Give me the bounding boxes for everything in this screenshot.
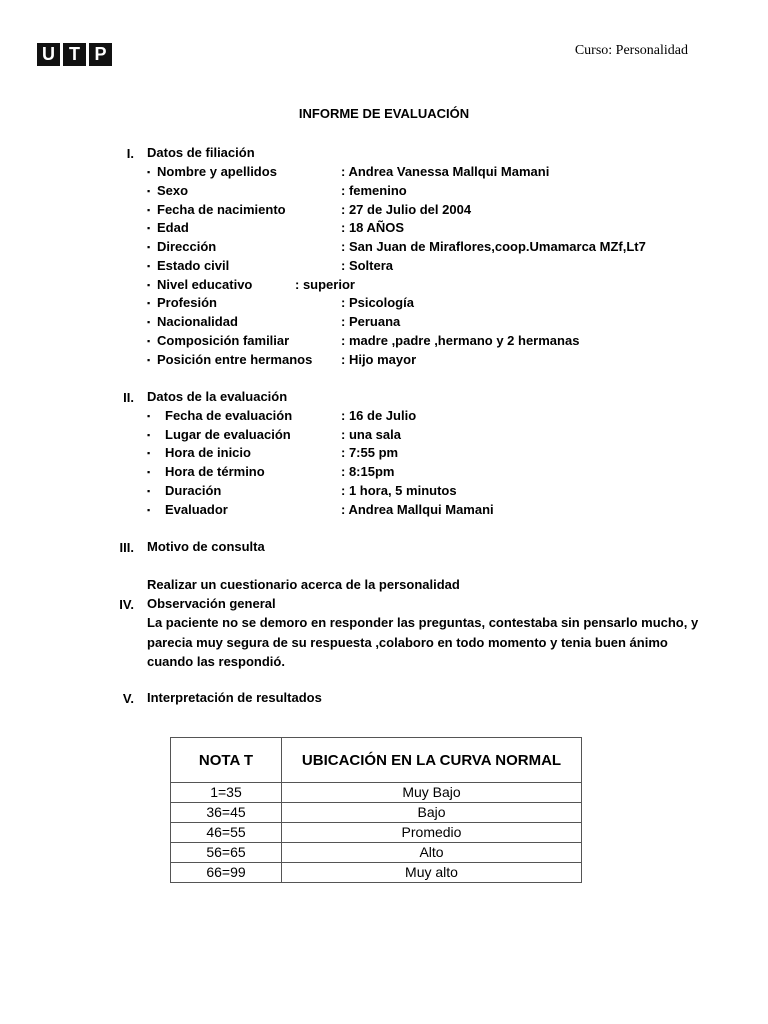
- item-label: Fecha de nacimiento: [157, 202, 286, 217]
- item-value: : Andrea Mallqui Mamani: [341, 502, 494, 517]
- item-value: : una sala: [341, 427, 401, 442]
- item-label: Sexo: [157, 183, 189, 198]
- section5-heading: Interpretación de resultados: [147, 690, 322, 705]
- section1-numeral: I.: [126, 146, 134, 161]
- item-label: Edad: [157, 220, 189, 235]
- section3-text: Realizar un cuestionario acerca de la personalidad: [147, 577, 460, 592]
- item-value: : 1 hora, 5 minutos: [341, 483, 457, 498]
- section3-heading: Motivo de consulta: [147, 539, 265, 554]
- bullet-icon: ▪: [147, 167, 151, 177]
- table-row: [171, 823, 582, 843]
- section4-numeral: IV.: [119, 597, 134, 612]
- item-value: : Soltera: [341, 258, 394, 273]
- bullet-icon: ▪: [147, 430, 151, 440]
- item-label: Nombre y apellidos: [157, 164, 277, 179]
- item-value: : Andrea Vanessa Mallqui Mamani: [341, 164, 550, 179]
- table-cell: Promedio: [282, 823, 582, 843]
- course-label: Curso: Personalidad: [574, 43, 688, 58]
- bullet-icon: ▪: [147, 448, 151, 458]
- table-header-row: [171, 738, 582, 783]
- item-label: Nacionalidad: [157, 314, 238, 329]
- item-label: Nivel educativo: [157, 277, 253, 292]
- item-value: : Peruana: [341, 314, 401, 329]
- item-value: : 7:55 pm: [341, 445, 399, 460]
- item-label: Duración: [165, 483, 222, 498]
- bullet-icon: ▪: [147, 223, 151, 233]
- bullet-icon: ▪: [147, 411, 151, 421]
- logo-letter-t: T: [63, 43, 86, 66]
- table-row: [171, 783, 582, 803]
- item-value: : Hijo mayor: [341, 352, 417, 367]
- item-value: : Psicología: [341, 295, 414, 310]
- item-label: Lugar de evaluación: [165, 427, 291, 442]
- item-value: : 8:15pm: [341, 464, 395, 479]
- bullet-icon: ▪: [147, 280, 151, 290]
- item-value: : 27 de Julio del 2004: [341, 202, 472, 217]
- observation-line: parecia muy segura de su respuesta ,colaboro en todo momento y tenia buen ánimo: [147, 634, 668, 650]
- observation-line: La paciente no se demoro en responder las preguntas, contestaba sin pensarlo mucho, y: [147, 615, 699, 630]
- logo-letter-p: P: [89, 43, 112, 66]
- item-label: Posición entre hermanos: [157, 352, 313, 367]
- bullet-icon: ▪: [147, 205, 151, 215]
- table-cell: 46=55: [171, 823, 282, 843]
- section5-numeral: V.: [122, 691, 134, 706]
- bullet-icon: ▪: [147, 355, 151, 365]
- item-label: Evaluador: [165, 502, 228, 517]
- bullet-icon: ▪: [147, 242, 151, 252]
- bullet-icon: ▪: [147, 486, 151, 496]
- table-row: [171, 863, 582, 883]
- table-row: [171, 803, 582, 823]
- table-cell: 66=99: [171, 863, 282, 883]
- bullet-icon: ▪: [147, 298, 151, 308]
- observation-line: cuando las respondió.: [147, 654, 285, 669]
- section2-numeral: II.: [123, 390, 134, 405]
- bullet-icon: ▪: [147, 261, 151, 271]
- item-label: Fecha de evaluación: [165, 408, 293, 423]
- item-label: Estado civil: [157, 258, 230, 273]
- item-label: Hora de inicio: [165, 445, 251, 460]
- item-label: Composición familiar: [157, 333, 290, 348]
- item-value: : 18 AÑOS: [341, 220, 405, 235]
- table-cell: 56=65: [171, 843, 282, 863]
- item-label: Dirección: [157, 239, 217, 254]
- section2-heading: Datos de la evaluación: [147, 389, 288, 404]
- document-title: INFORME DE EVALUACIÓN: [298, 106, 470, 121]
- bullet-icon: ▪: [147, 467, 151, 477]
- table-cell: Muy alto: [282, 863, 582, 883]
- table-cell: Bajo: [282, 803, 582, 823]
- table-row: [171, 843, 582, 863]
- table-cell: Muy Bajo: [282, 783, 582, 803]
- item-value: : 16 de Julio: [341, 408, 417, 423]
- results-table: [170, 737, 582, 883]
- bullet-icon: ▪: [147, 186, 151, 196]
- item-label: Hora de término: [165, 464, 265, 479]
- table-cell: 1=35: [171, 783, 282, 803]
- item-value: : San Juan de Miraflores,coop.Umamarca MZf,Lt7: [341, 239, 646, 254]
- section1-heading: Datos de filiación: [147, 145, 255, 160]
- table-cell: 36=45: [171, 803, 282, 823]
- item-label: Profesión: [157, 295, 217, 310]
- item-value: : superior: [295, 277, 355, 292]
- logo-letter-u: U: [37, 43, 60, 66]
- section3-numeral: III.: [119, 540, 134, 555]
- bullet-icon: ▪: [147, 317, 151, 327]
- observation-paragraph: [147, 613, 699, 672]
- section4-heading: Observación general: [147, 596, 276, 611]
- column-header-ubicacion: UBICACIÓN EN LA CURVA NORMAL: [282, 738, 582, 783]
- table-cell: Alto: [282, 843, 582, 863]
- column-header-nota-t: NOTA T: [171, 738, 282, 783]
- bullet-icon: ▪: [147, 505, 151, 515]
- bullet-icon: ▪: [147, 336, 151, 346]
- item-value: : femenino: [341, 183, 407, 198]
- item-value: : madre ,padre ,hermano y 2 hermanas: [341, 333, 580, 348]
- utp-logo: [37, 43, 112, 66]
